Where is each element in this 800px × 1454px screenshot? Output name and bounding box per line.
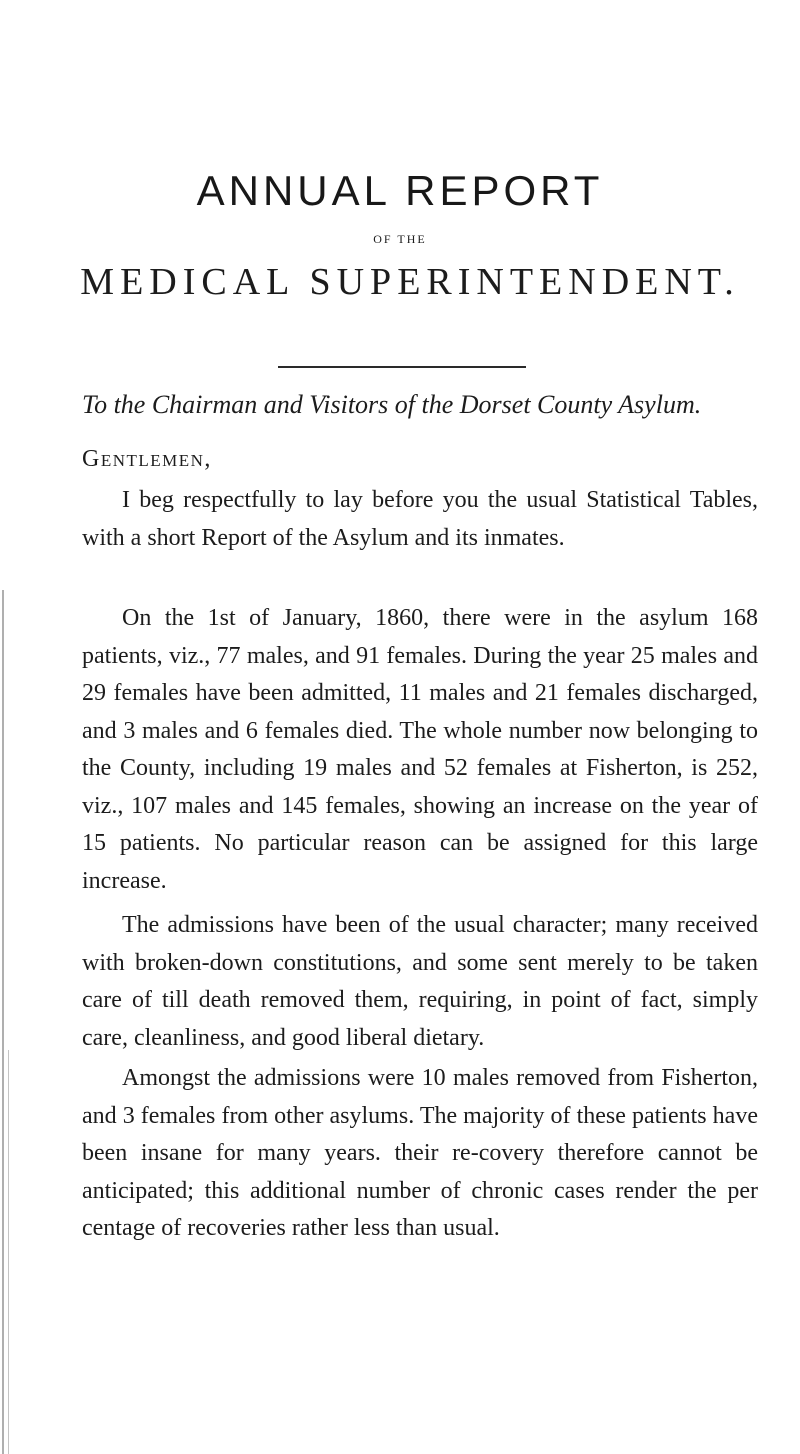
title-divider [278,366,526,368]
salutation: Gentlemen, [82,446,212,472]
binding-edge-line [2,590,4,1454]
report-subtitle: MEDICAL SUPERINTENDENT. [80,261,740,303]
paragraph-3: The admissions have been of the usual character; many received with broken-down constitutions, and some sent merely to be taken care of till death removed them, requiring, in point of fact, simply care, cleanliness, and good liberal dietary. [82,912,758,1051]
report-title: ANNUAL REPORT [196,167,604,214]
paragraph-2: On the 1st of January, 1860, there were in the asylum 168 patients, viz., 77 males, and 91 females. During the year 25 males and 29 females have been admitted, 11 males and 21 females discharged, and 3 males and 6 females died. The whole number now belonging to the County, including 19 males and 52 females at Fisherton, is 252, viz., 107 males and 145 females, showing an increase on the year of 15 patients. No particular reason can be assigned for this large increase. [82,605,758,894]
report-title-connector: OF THE [373,232,427,246]
paragraph-1: I beg respectfully to lay before you the usual Statistical Tables, with a short Report of the Asylum and its inmates. [82,487,758,551]
addressee-line: To the Chairman and Visitors of the Dorset County Asylum. [82,390,702,419]
binding-edge-line-inner [8,1050,9,1454]
paragraph-4: Amongst the admissions were 10 males removed from Fisherton, and 3 females from other asylums. The majority of these patients have been insane for many years. their re-covery therefore cannot be anticipated; this additional number of chronic cases render the per centage of recoveries rather less than usual. [82,1065,758,1241]
